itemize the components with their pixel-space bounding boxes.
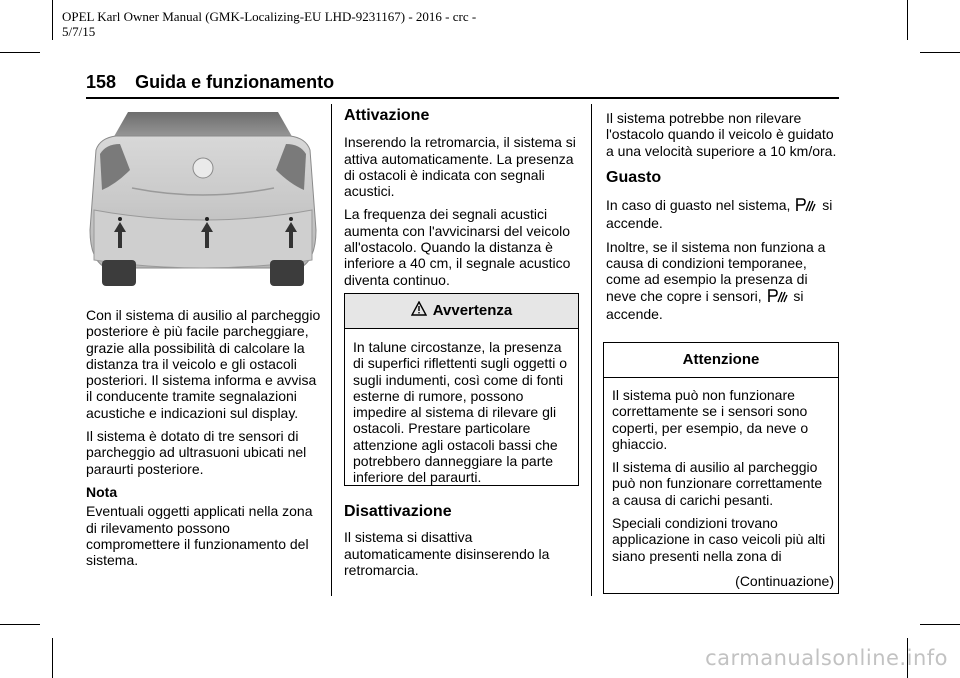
watermark: carmanualsonline.info xyxy=(705,646,948,670)
attention-box-body xyxy=(604,378,838,564)
attention-paragraph-3: Speciali condizioni trovano applicazione in caso veicoli più alti siano presenti nella zona di xyxy=(612,515,826,564)
warning-text: In talune circostanze, la presenza di superfici riflettenti sugli oggetti o sugli indumenti, così come di fonti esterne di rumore, possono impedire al sistema di rilevare gli ostacoli. Prestare particolare attenzione agli ostacoli bassi che potrebbero danneggiare la parte inferiore del paraurti. xyxy=(353,339,567,486)
attention-title: Attenzione xyxy=(682,350,760,368)
crop-mark xyxy=(920,52,960,53)
heading-activation: Attivazione xyxy=(344,107,430,124)
crop-mark xyxy=(0,624,40,625)
document-meta-line2: 5/7/15 xyxy=(62,24,96,39)
column-divider xyxy=(331,104,332,596)
note-label: Nota xyxy=(86,483,118,500)
document-meta xyxy=(62,9,476,39)
attention-box xyxy=(603,342,839,594)
heading-deactivation: Disattivazione xyxy=(344,503,452,520)
note-text: Eventuali oggetti applicati nella zona di rilevamento possono compromettere il funzionamento del sistema. xyxy=(86,503,313,569)
speed-limit-paragraph: Il sistema potrebbe non rilevare l'ostacolo quando il veicolo è guidato a una velocità superiore a 10 km/ora. xyxy=(606,110,837,159)
fault-paragraph-1-start: In caso di guasto nel sistema, xyxy=(606,197,791,214)
heading-fault: Guasto xyxy=(606,168,662,186)
activation-paragraph-2: La frequenza dei segnali acustici aumenta con l'avvicinarsi del veicolo all'ostacolo. Quando la distanza è inferiore a 40 cm, il segnale acustico diventa continuo. xyxy=(344,206,571,288)
parking-assist-icon xyxy=(796,198,816,215)
fault-paragraph-2-end: si accende. xyxy=(606,287,804,322)
warning-box-header xyxy=(345,294,578,329)
column-1 xyxy=(86,307,322,575)
activation-paragraph-1: Inserendo la retromarcia, il sistema si attiva automaticamente. La presenza di ostacoli è indicata con segnali acustici. xyxy=(344,134,576,200)
attention-paragraph-1: Il sistema può non funzionare correttamente se i sensori sono coperti, per esempio, da neve o ghiaccio. xyxy=(612,387,809,452)
page-header xyxy=(86,72,334,93)
deactivation-paragraph: Il sistema si disattiva automaticamente disinserendo la retromarcia. xyxy=(344,529,550,578)
attention-box-header xyxy=(604,343,838,378)
column-3 xyxy=(606,110,838,329)
crop-mark xyxy=(907,0,908,40)
header-rule xyxy=(86,97,839,99)
column-2 xyxy=(344,108,580,295)
crop-mark xyxy=(52,638,53,678)
fault-paragraph-2 xyxy=(606,239,838,322)
column-divider xyxy=(591,104,592,596)
crop-mark xyxy=(52,0,53,40)
rear-bumper-sensors-illustration xyxy=(86,110,320,294)
parking-assist-icon xyxy=(768,289,788,306)
warning-box-body xyxy=(345,329,578,486)
warning-title: Avvertenza xyxy=(432,301,513,319)
fault-paragraph-1 xyxy=(606,197,838,232)
section-title: Guida e funzionamento xyxy=(135,72,335,92)
warning-box xyxy=(344,293,579,486)
deactivation-section xyxy=(344,504,580,585)
document-meta-line1: OPEL Karl Owner Manual (GMK-Localizing-EU LHD-9231167) - 2016 - crc - xyxy=(62,9,477,24)
attention-paragraph-2: Il sistema di ausilio al parcheggio può non funzionare correttamente a causa di carichi pesanti. xyxy=(612,459,823,508)
fault-paragraph-1-end: si accende. xyxy=(606,197,833,232)
crop-mark xyxy=(0,52,40,53)
crop-mark xyxy=(920,624,960,625)
continuation-label: (Continuazione) xyxy=(735,572,834,589)
sensors-paragraph: Il sistema è dotato di tre sensori di parcheggio ad ultrasuoni ubicati nel paraurti posteriore. xyxy=(86,428,307,477)
intro-paragraph: Con il sistema di ausilio al parcheggio posteriore è più facile parcheggiare, grazie alla possibilità di calcolare la distanza tra il veicolo e gli ostacoli posteriori. Il sistema informa e avvisa il conducente tramite segnalazioni acustiche e indicazioni sul display. xyxy=(86,307,321,421)
warning-triangle-icon xyxy=(411,301,427,320)
page-number: 158 xyxy=(86,72,117,92)
fault-paragraph-2-start: Inoltre, se il sistema non funziona a causa di condizioni temporanee, come ad esempio la presenza di neve che copre i sensori, xyxy=(606,238,826,304)
